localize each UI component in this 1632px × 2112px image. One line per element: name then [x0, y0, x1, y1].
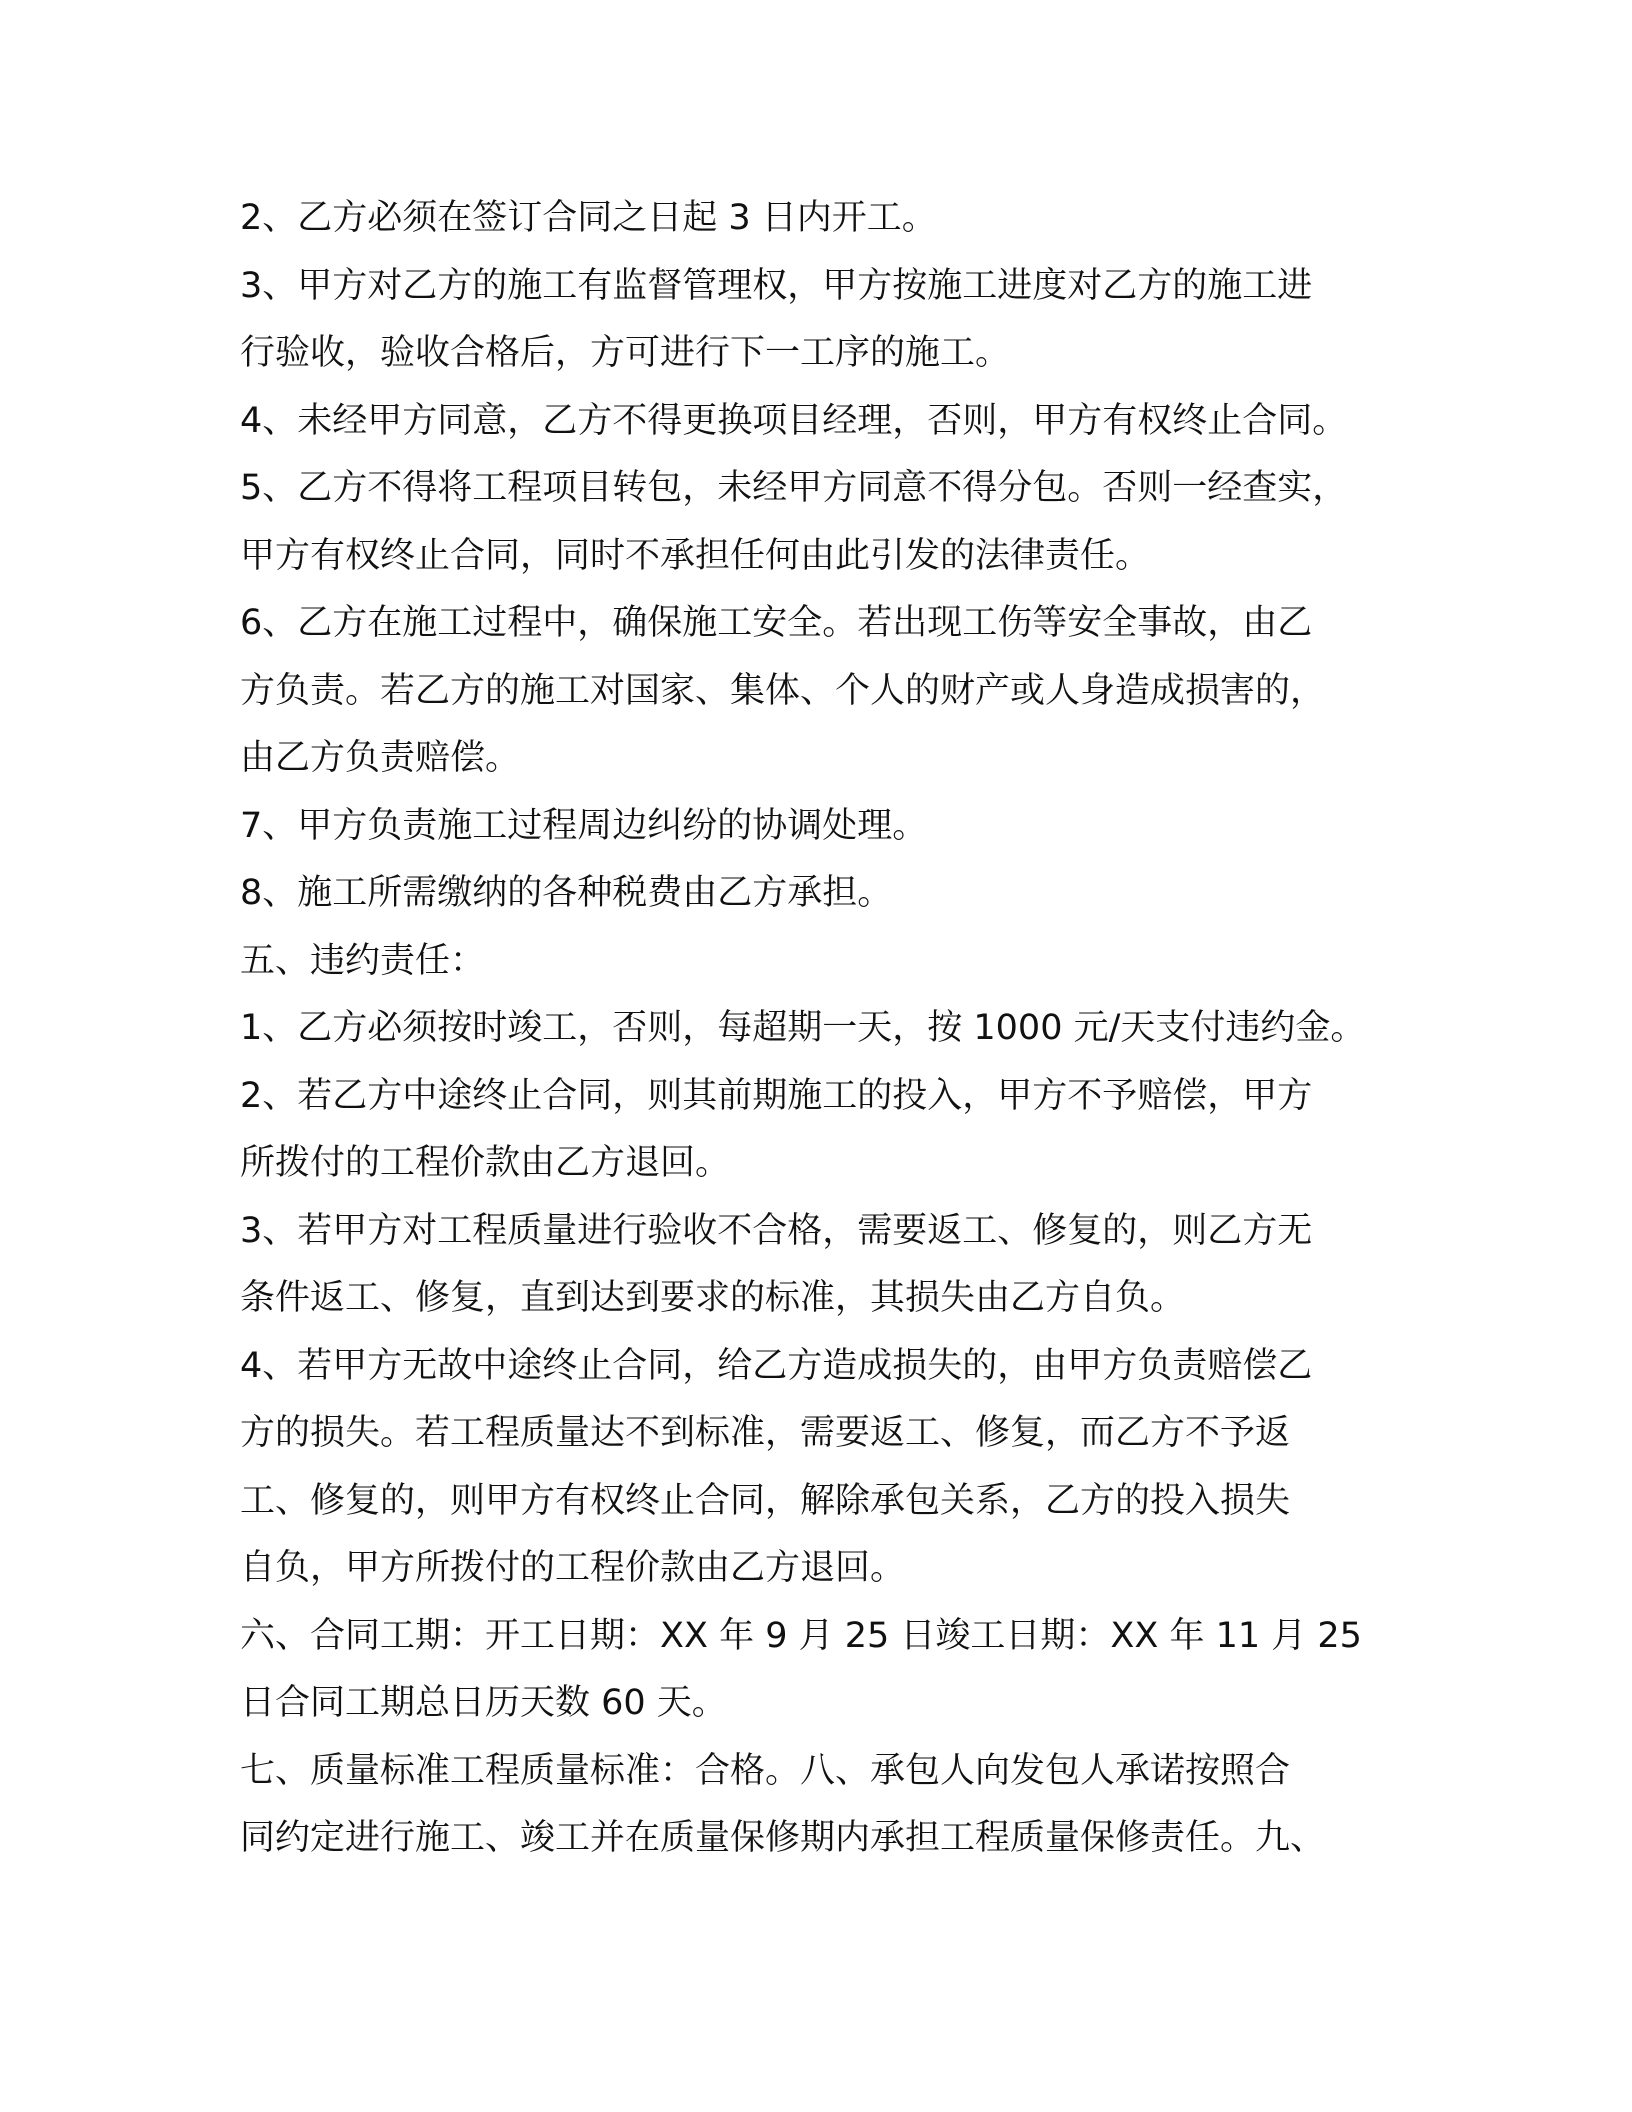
- text-line: 七、质量标准工程质量标准：合格。八、承包人向发包人承诺按照合: [240, 1750, 1291, 1791]
- text-line: 同约定进行施工、竣工并在质量保修期内承担工程质量保修责任。九、: [240, 1818, 1326, 1858]
- text-line: 方负责。若乙方的施工对国家、集体、个人的财产或人身造成损害的，: [240, 670, 1326, 711]
- text-line: 3、若甲方对工程质量进行验收不合格，需要返工、修复的，则乙方无: [240, 1210, 1313, 1251]
- section-heading: 五、违约责任：: [240, 940, 486, 981]
- text-line: 所拨付的工程价款由乙方退回。: [240, 1143, 731, 1183]
- text-line: 2、乙方必须在签订合同之日起 3 日内开工。: [240, 198, 937, 238]
- text-line: 日合同工期总日历天数 60 天。: [240, 1683, 727, 1723]
- text-line: 工、修复的，则甲方有权终止合同，解除承包关系，乙方的投入损失: [240, 1480, 1291, 1521]
- text-line: 2、若乙方中途终止合同，则其前期施工的投入，甲方不予赔偿，甲方: [240, 1075, 1313, 1116]
- text-line: 1、乙方必须按时竣工，否则，每超期一天，按 1000 元/天支付违约金。: [240, 1008, 1366, 1048]
- text-line: 方的损失。若工程质量达不到标准，需要返工、修复，而乙方不予返: [240, 1413, 1291, 1453]
- contract-text-body: [240, 185, 1420, 1873]
- text-line: 5、乙方不得将工程项目转包，未经甲方同意不得分包。否则一经查实，: [240, 468, 1348, 508]
- text-line: 行验收，验收合格后，方可进行下一工序的施工。: [240, 333, 1011, 373]
- text-line: 4、若甲方无故中途终止合同，给乙方造成损失的，由甲方负责赔偿乙: [240, 1345, 1313, 1386]
- text-line: 8、施工所需缴纳的各种税费由乙方承担。: [240, 873, 893, 913]
- text-line: 3、甲方对乙方的施工有监督管理权，甲方按施工进度对乙方的施工进: [240, 265, 1313, 306]
- text-line: 由乙方负责赔偿。: [240, 738, 521, 778]
- text-line: 4、未经甲方同意，乙方不得更换项目经理，否则，甲方有权终止合同。: [240, 400, 1348, 441]
- text-line: 6、乙方在施工过程中，确保施工安全。若出现工伤等安全事故，由乙: [240, 603, 1313, 643]
- text-line: 条件返工、修复，直到达到要求的标准，其损失由乙方自负。: [240, 1278, 1186, 1318]
- text-line: 甲方有权终止合同，同时不承担任何由此引发的法律责任。: [240, 535, 1151, 576]
- text-line: 7、甲方负责施工过程周边纠纷的协调处理。: [240, 805, 928, 846]
- text-line: 六、合同工期：开工日期：XX 年 9 月 25 日竣工日期：XX 年 11 月 25: [240, 1615, 1362, 1656]
- text-line: 自负，甲方所拨付的工程价款由乙方退回。: [240, 1548, 906, 1588]
